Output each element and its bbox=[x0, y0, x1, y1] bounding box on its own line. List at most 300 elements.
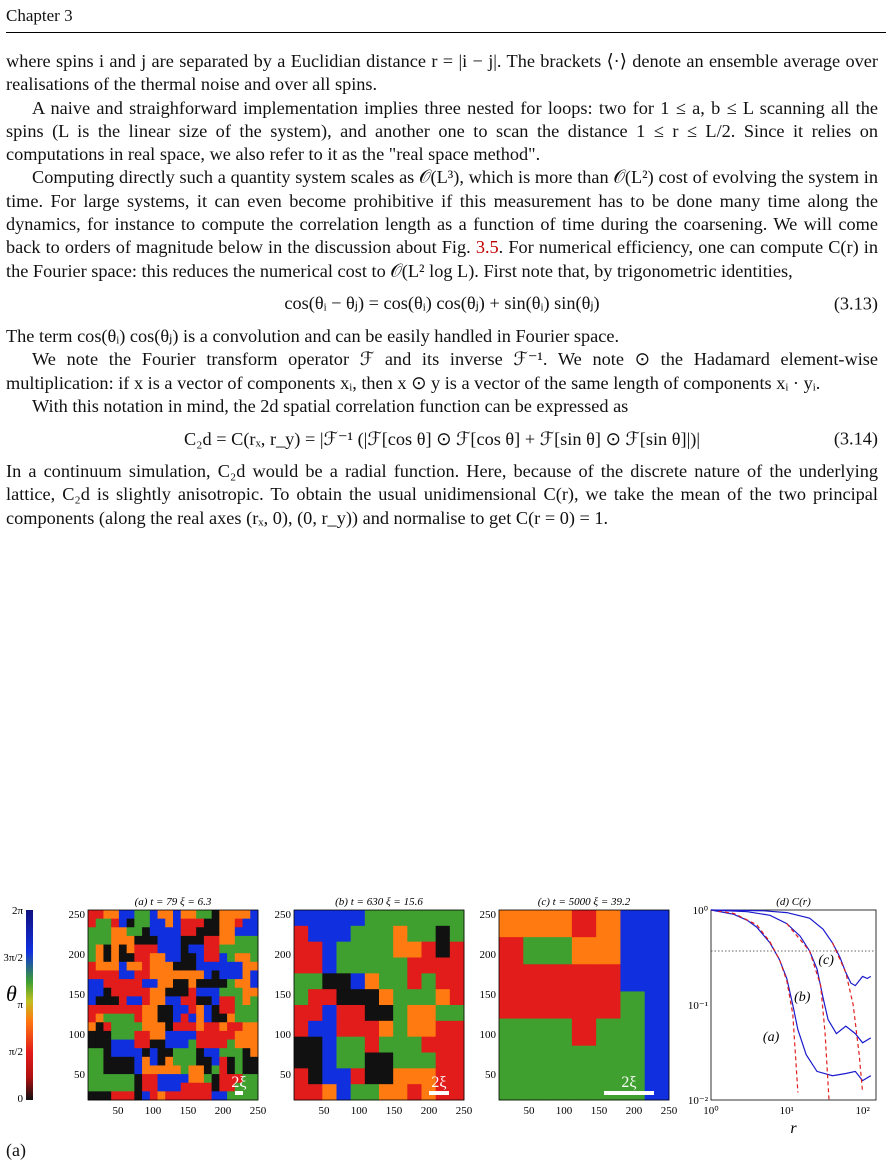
map-cell bbox=[96, 1014, 104, 1023]
map-cell bbox=[572, 1019, 597, 1047]
map-cell bbox=[227, 1031, 235, 1040]
map-cell bbox=[322, 942, 337, 958]
map-cell bbox=[204, 970, 212, 979]
map-cell bbox=[212, 1057, 220, 1066]
map-cell bbox=[196, 945, 204, 954]
map-cell bbox=[337, 1005, 352, 1021]
map-cell bbox=[173, 910, 181, 919]
map-cell bbox=[212, 1031, 220, 1040]
map-cell bbox=[499, 1073, 524, 1101]
paragraph: A naive and straighforward implementation implies three nested for loops: two for 1 ≤ a, b ≤ L scanning all the spins (L is the linear size of the system), and another one to scan the distance 1 ≤ r ≤ L/2. Since it relies on computations in real space, we also refer to it as the "real space method". bbox=[6, 97, 878, 165]
map-cell bbox=[173, 936, 181, 945]
map-cell bbox=[165, 1048, 173, 1057]
map-cell bbox=[103, 970, 111, 979]
map-cell bbox=[499, 964, 524, 992]
curve-label: (a) bbox=[762, 1029, 780, 1045]
map-cell bbox=[250, 988, 258, 997]
x-axis-label: r bbox=[790, 1120, 797, 1137]
map-cell bbox=[181, 1091, 189, 1100]
x-tick-label: 100 bbox=[144, 1105, 162, 1117]
map-cell bbox=[119, 988, 127, 997]
map-cell bbox=[235, 988, 243, 997]
paragraph bbox=[6, 166, 878, 282]
map-cell bbox=[351, 958, 366, 974]
map-cell bbox=[204, 1048, 212, 1057]
map-cell bbox=[365, 1068, 380, 1084]
map-cell bbox=[127, 962, 135, 971]
map-cell bbox=[212, 988, 220, 997]
map-cell bbox=[204, 1005, 212, 1014]
map-cell bbox=[227, 962, 235, 971]
map-cell bbox=[365, 1084, 380, 1100]
map-cell bbox=[111, 1074, 119, 1083]
map-cell bbox=[351, 1021, 366, 1037]
map-cell bbox=[219, 996, 227, 1005]
map-cell bbox=[235, 1057, 243, 1066]
map-cell bbox=[212, 1065, 220, 1074]
x-tick-label: 150 bbox=[590, 1105, 608, 1117]
map-cell bbox=[134, 1083, 142, 1092]
map-cell bbox=[150, 1014, 158, 1023]
map-cell bbox=[150, 1091, 158, 1100]
map-cell bbox=[436, 973, 451, 989]
map-cell bbox=[351, 910, 366, 926]
map-cell bbox=[572, 1073, 597, 1101]
map-cell bbox=[127, 1031, 135, 1040]
map-cell bbox=[150, 1074, 158, 1083]
map-cell bbox=[393, 942, 408, 958]
map-cell bbox=[250, 996, 258, 1005]
map-cell bbox=[365, 1037, 380, 1053]
map-cell bbox=[88, 1040, 96, 1049]
map-cell bbox=[407, 1068, 422, 1084]
map-cell bbox=[645, 910, 670, 938]
map-cell bbox=[119, 979, 127, 988]
map-cell bbox=[523, 1019, 548, 1047]
map-cell bbox=[196, 988, 204, 997]
map-cell bbox=[188, 962, 196, 971]
map-cell bbox=[127, 1048, 135, 1057]
map-cell bbox=[499, 991, 524, 1019]
curve-label: (b) bbox=[794, 990, 811, 1006]
map-cell bbox=[322, 926, 337, 942]
map-cell bbox=[142, 1065, 150, 1074]
map-cell bbox=[450, 958, 465, 974]
map-cell bbox=[204, 919, 212, 928]
map-cell bbox=[103, 988, 111, 997]
map-cell bbox=[142, 1091, 150, 1100]
map-cell bbox=[548, 964, 573, 992]
map-cell bbox=[235, 996, 243, 1005]
map-cell bbox=[88, 1022, 96, 1031]
map-cell bbox=[407, 958, 422, 974]
map-cell bbox=[351, 973, 366, 989]
map-cell bbox=[235, 953, 243, 962]
map-cell bbox=[365, 910, 380, 926]
map-cell bbox=[548, 1073, 573, 1101]
map-cell bbox=[337, 1053, 352, 1069]
map-cell bbox=[88, 988, 96, 997]
map-cell bbox=[235, 1040, 243, 1049]
map-cell bbox=[422, 989, 437, 1005]
figure-reference-link[interactable]: 3.5 bbox=[475, 237, 499, 258]
map-cell bbox=[111, 910, 119, 919]
map-cell bbox=[436, 910, 451, 926]
map-cell bbox=[188, 1083, 196, 1092]
map-cell bbox=[134, 1040, 142, 1049]
map-cell bbox=[127, 1014, 135, 1023]
map-cell bbox=[103, 1065, 111, 1074]
x-tick-label: 100 bbox=[555, 1105, 573, 1117]
map-cell bbox=[111, 953, 119, 962]
map-cell bbox=[188, 936, 196, 945]
map-cell bbox=[111, 945, 119, 954]
map-cell bbox=[196, 936, 204, 945]
map-cell bbox=[250, 936, 258, 945]
map-cell bbox=[379, 973, 394, 989]
map-cell bbox=[450, 1084, 465, 1100]
paragraph: The term cos(θᵢ) cos(θⱼ) is a convolution and can be easily handled in Fourier space. bbox=[6, 325, 620, 346]
map-cell bbox=[188, 1005, 196, 1014]
map-cell bbox=[365, 942, 380, 958]
map-cell bbox=[127, 919, 135, 928]
map-cell bbox=[103, 936, 111, 945]
map-cell bbox=[88, 1031, 96, 1040]
map-cell bbox=[173, 1057, 181, 1066]
figure bbox=[3, 895, 886, 1155]
map-cell bbox=[96, 988, 104, 997]
running-header: Chapter 3 bbox=[6, 6, 73, 25]
map-cell bbox=[250, 1083, 258, 1092]
map-cell bbox=[250, 979, 258, 988]
map-cell bbox=[150, 1048, 158, 1057]
map-cell bbox=[204, 1074, 212, 1083]
map-cell bbox=[173, 988, 181, 997]
map-cell bbox=[645, 1046, 670, 1074]
map-cell bbox=[219, 910, 227, 919]
map-cell bbox=[365, 1053, 380, 1069]
map-cell bbox=[119, 1048, 127, 1057]
map-cell bbox=[111, 1040, 119, 1049]
map-cell bbox=[227, 1091, 235, 1100]
map-cell bbox=[188, 1074, 196, 1083]
equation-3-14 bbox=[6, 418, 878, 460]
map-cell bbox=[596, 991, 621, 1019]
map-cell bbox=[351, 1053, 366, 1069]
y-tick-label: 150 bbox=[68, 989, 85, 1001]
map-cell bbox=[119, 910, 127, 919]
map-cell bbox=[158, 1022, 166, 1031]
map-cell bbox=[308, 910, 323, 926]
map-cell bbox=[134, 1022, 142, 1031]
map-cell bbox=[227, 970, 235, 979]
map-cell bbox=[173, 1014, 181, 1023]
map-cell bbox=[351, 989, 366, 1005]
map-cell bbox=[308, 942, 323, 958]
map-cell bbox=[165, 1057, 173, 1066]
map-cell bbox=[365, 926, 380, 942]
map-panel bbox=[480, 896, 678, 1117]
map-cell bbox=[96, 936, 104, 945]
map-cell bbox=[227, 1022, 235, 1031]
map-cell bbox=[111, 1005, 119, 1014]
map-cell bbox=[379, 1068, 394, 1084]
map-cell bbox=[227, 979, 235, 988]
map-cell bbox=[212, 953, 220, 962]
paragraph-part: . For numerical efficiency, one can compute C(r) in the Fourier space: this reduces the numerical cost to 𝒪(L² log L). First note that, by trigonometric identities, bbox=[6, 237, 878, 281]
map-cell bbox=[142, 970, 150, 979]
map-cell bbox=[150, 1022, 158, 1031]
map-cell bbox=[219, 953, 227, 962]
map-cell bbox=[165, 1022, 173, 1031]
map-cell bbox=[119, 996, 127, 1005]
map-cell bbox=[227, 1040, 235, 1049]
map-cell bbox=[436, 926, 451, 942]
map-cell bbox=[294, 973, 309, 989]
map-cell bbox=[243, 1014, 251, 1023]
map-cell bbox=[103, 996, 111, 1005]
map-cell bbox=[134, 988, 142, 997]
map-cell bbox=[158, 936, 166, 945]
colorbar-symbol: θ bbox=[6, 981, 17, 1006]
map-cell bbox=[103, 1022, 111, 1031]
map-cell bbox=[188, 1022, 196, 1031]
map-cell bbox=[196, 927, 204, 936]
map-cell bbox=[142, 1005, 150, 1014]
map-cell bbox=[308, 958, 323, 974]
map-cell bbox=[127, 1022, 135, 1031]
map-cell bbox=[103, 962, 111, 971]
map-cell bbox=[235, 962, 243, 971]
map-cell bbox=[219, 1057, 227, 1066]
map-cell bbox=[150, 945, 158, 954]
map-cell bbox=[212, 1040, 220, 1049]
map-cell bbox=[219, 1014, 227, 1023]
map-cell bbox=[173, 1083, 181, 1092]
map-cell bbox=[337, 1068, 352, 1084]
map-cell bbox=[365, 989, 380, 1005]
map-cell bbox=[158, 927, 166, 936]
map-cell bbox=[103, 927, 111, 936]
colorbar-tick: π/2 bbox=[8, 1046, 23, 1058]
map-cell bbox=[127, 1074, 135, 1083]
map-cell bbox=[88, 1014, 96, 1023]
map-cell bbox=[523, 1046, 548, 1074]
scale-bar bbox=[429, 1091, 449, 1095]
map-cell bbox=[450, 926, 465, 942]
y-tick-label: 100 bbox=[274, 1029, 291, 1041]
map-cell bbox=[111, 1065, 119, 1074]
map-cell bbox=[188, 927, 196, 936]
map-cell bbox=[243, 1057, 251, 1066]
map-cell bbox=[127, 979, 135, 988]
map-cell bbox=[393, 973, 408, 989]
map-cell bbox=[337, 958, 352, 974]
map-cell bbox=[103, 1091, 111, 1100]
map-cell bbox=[150, 1031, 158, 1040]
map-cell bbox=[436, 942, 451, 958]
data-line bbox=[711, 910, 871, 986]
paragraph: In a continuum simulation, C₂d would be a radial function. Here, because of the discrete nature of the underlying lattice, C₂d is slightly anisotropic. To obtain the usual unidimensional C(r), we take the mean of the two principal components (along the real axes (rₓ, 0), (0, r_y)) and normalise to get C(r = 0) = 1. bbox=[6, 461, 878, 528]
map-cell bbox=[294, 1053, 309, 1069]
map-cell bbox=[142, 1014, 150, 1023]
map-cell bbox=[212, 1048, 220, 1057]
map-cell bbox=[96, 1048, 104, 1057]
body-text bbox=[6, 50, 878, 530]
map-cell bbox=[134, 919, 142, 928]
scale-label: 2ξ bbox=[621, 1074, 637, 1091]
map-cell bbox=[96, 1091, 104, 1100]
map-cell bbox=[219, 1005, 227, 1014]
map-cell bbox=[181, 1040, 189, 1049]
map-cell bbox=[142, 953, 150, 962]
map-cell bbox=[227, 927, 235, 936]
y-tick-label: 100 bbox=[479, 1029, 496, 1041]
map-cell bbox=[235, 970, 243, 979]
map-cell bbox=[111, 1091, 119, 1100]
map-cell bbox=[173, 945, 181, 954]
map-cell bbox=[351, 1037, 366, 1053]
map-cell bbox=[450, 1053, 465, 1069]
map-cell bbox=[337, 910, 352, 926]
map-cell bbox=[204, 1031, 212, 1040]
map-cell bbox=[572, 964, 597, 992]
map-cell bbox=[173, 1065, 181, 1074]
map-cell bbox=[142, 988, 150, 997]
map-cell bbox=[204, 927, 212, 936]
map-cell bbox=[196, 1091, 204, 1100]
map-cell bbox=[450, 973, 465, 989]
map-cell bbox=[450, 910, 465, 926]
map-cell bbox=[165, 953, 173, 962]
map-cell bbox=[422, 910, 437, 926]
map-cell bbox=[96, 953, 104, 962]
map-cell bbox=[173, 1074, 181, 1083]
map-cell bbox=[308, 1084, 323, 1100]
map-cell bbox=[250, 1040, 258, 1049]
map-cell bbox=[393, 1068, 408, 1084]
map-cell bbox=[499, 1046, 524, 1074]
map-cell bbox=[596, 1019, 621, 1047]
map-cell bbox=[227, 945, 235, 954]
y-tick-label: 10⁻¹ bbox=[687, 1000, 708, 1012]
map-cell bbox=[181, 1074, 189, 1083]
map-cell bbox=[620, 1019, 645, 1047]
map-cell bbox=[119, 953, 127, 962]
curve-label: (c) bbox=[818, 953, 834, 969]
map-cell bbox=[96, 1074, 104, 1083]
map-cell bbox=[212, 1083, 220, 1092]
map-cell bbox=[134, 1074, 142, 1083]
map-cell bbox=[103, 1005, 111, 1014]
map-cell bbox=[119, 919, 127, 928]
map-cell bbox=[393, 989, 408, 1005]
map-cell bbox=[212, 919, 220, 928]
map-cell bbox=[294, 910, 309, 926]
equation-body: C₂d = C(rₓ, r_y) = |ℱ⁻¹ (|ℱ[cos θ] ⊙ ℱ[cos θ] + ℱ[sin θ] ⊙ ℱ[sin θ]|)| bbox=[183, 428, 701, 449]
map-cell bbox=[243, 962, 251, 971]
map-cell bbox=[119, 945, 127, 954]
map-cell bbox=[235, 910, 243, 919]
map-cell bbox=[158, 910, 166, 919]
x-tick-label: 200 bbox=[625, 1105, 643, 1117]
map-cell bbox=[407, 1084, 422, 1100]
map-cell bbox=[96, 1040, 104, 1049]
map-cell bbox=[181, 927, 189, 936]
map-cell bbox=[103, 1048, 111, 1057]
y-tick-label: 200 bbox=[274, 949, 291, 961]
map-cell bbox=[88, 1083, 96, 1092]
map-cell bbox=[645, 1019, 670, 1047]
map-cell bbox=[204, 979, 212, 988]
map-cell bbox=[134, 1014, 142, 1023]
map-cell bbox=[111, 1014, 119, 1023]
map-cell bbox=[219, 1091, 227, 1100]
map-cell bbox=[422, 958, 437, 974]
map-cell bbox=[250, 953, 258, 962]
map-cell bbox=[103, 1074, 111, 1083]
map-cell bbox=[227, 919, 235, 928]
map-cell bbox=[227, 1005, 235, 1014]
map-cell bbox=[165, 1014, 173, 1023]
map-cell bbox=[572, 910, 597, 938]
map-cell bbox=[196, 979, 204, 988]
map-cell bbox=[322, 910, 337, 926]
map-cell bbox=[134, 962, 142, 971]
map-cell bbox=[523, 910, 548, 938]
map-cell bbox=[645, 991, 670, 1019]
map-cell bbox=[294, 1068, 309, 1084]
x-tick-label: 150 bbox=[179, 1105, 197, 1117]
panel-title: (a) t = 79 ξ = 6.3 bbox=[134, 896, 212, 908]
map-cell bbox=[158, 970, 166, 979]
map-cell bbox=[243, 919, 251, 928]
map-cell bbox=[111, 927, 119, 936]
map-cell bbox=[158, 1005, 166, 1014]
map-cell bbox=[150, 953, 158, 962]
map-cell bbox=[142, 1031, 150, 1040]
map-cell bbox=[243, 979, 251, 988]
map-cell bbox=[181, 1083, 189, 1092]
map-cell bbox=[134, 953, 142, 962]
map-cell bbox=[212, 1074, 220, 1083]
map-cell bbox=[250, 962, 258, 971]
map-cell bbox=[235, 936, 243, 945]
equation-3-13 bbox=[6, 283, 878, 325]
map-cell bbox=[88, 1005, 96, 1014]
map-cell bbox=[165, 910, 173, 919]
map-cell bbox=[165, 1083, 173, 1092]
map-cell bbox=[204, 910, 212, 919]
map-cell bbox=[181, 936, 189, 945]
map-cell bbox=[645, 1073, 670, 1101]
header-rule bbox=[6, 32, 886, 33]
map-cell bbox=[393, 1037, 408, 1053]
map-cell bbox=[523, 937, 548, 965]
map-cell bbox=[96, 1031, 104, 1040]
map-cell bbox=[127, 996, 135, 1005]
map-cell bbox=[165, 1031, 173, 1040]
map-cell bbox=[127, 1057, 135, 1066]
map-cell bbox=[196, 1048, 204, 1057]
map-cell bbox=[165, 979, 173, 988]
map-cell bbox=[379, 989, 394, 1005]
map-cell bbox=[165, 927, 173, 936]
map-cell bbox=[351, 1084, 366, 1100]
x-tick-label: 10¹ bbox=[779, 1105, 794, 1117]
map-cell bbox=[422, 973, 437, 989]
map-cell bbox=[158, 1083, 166, 1092]
